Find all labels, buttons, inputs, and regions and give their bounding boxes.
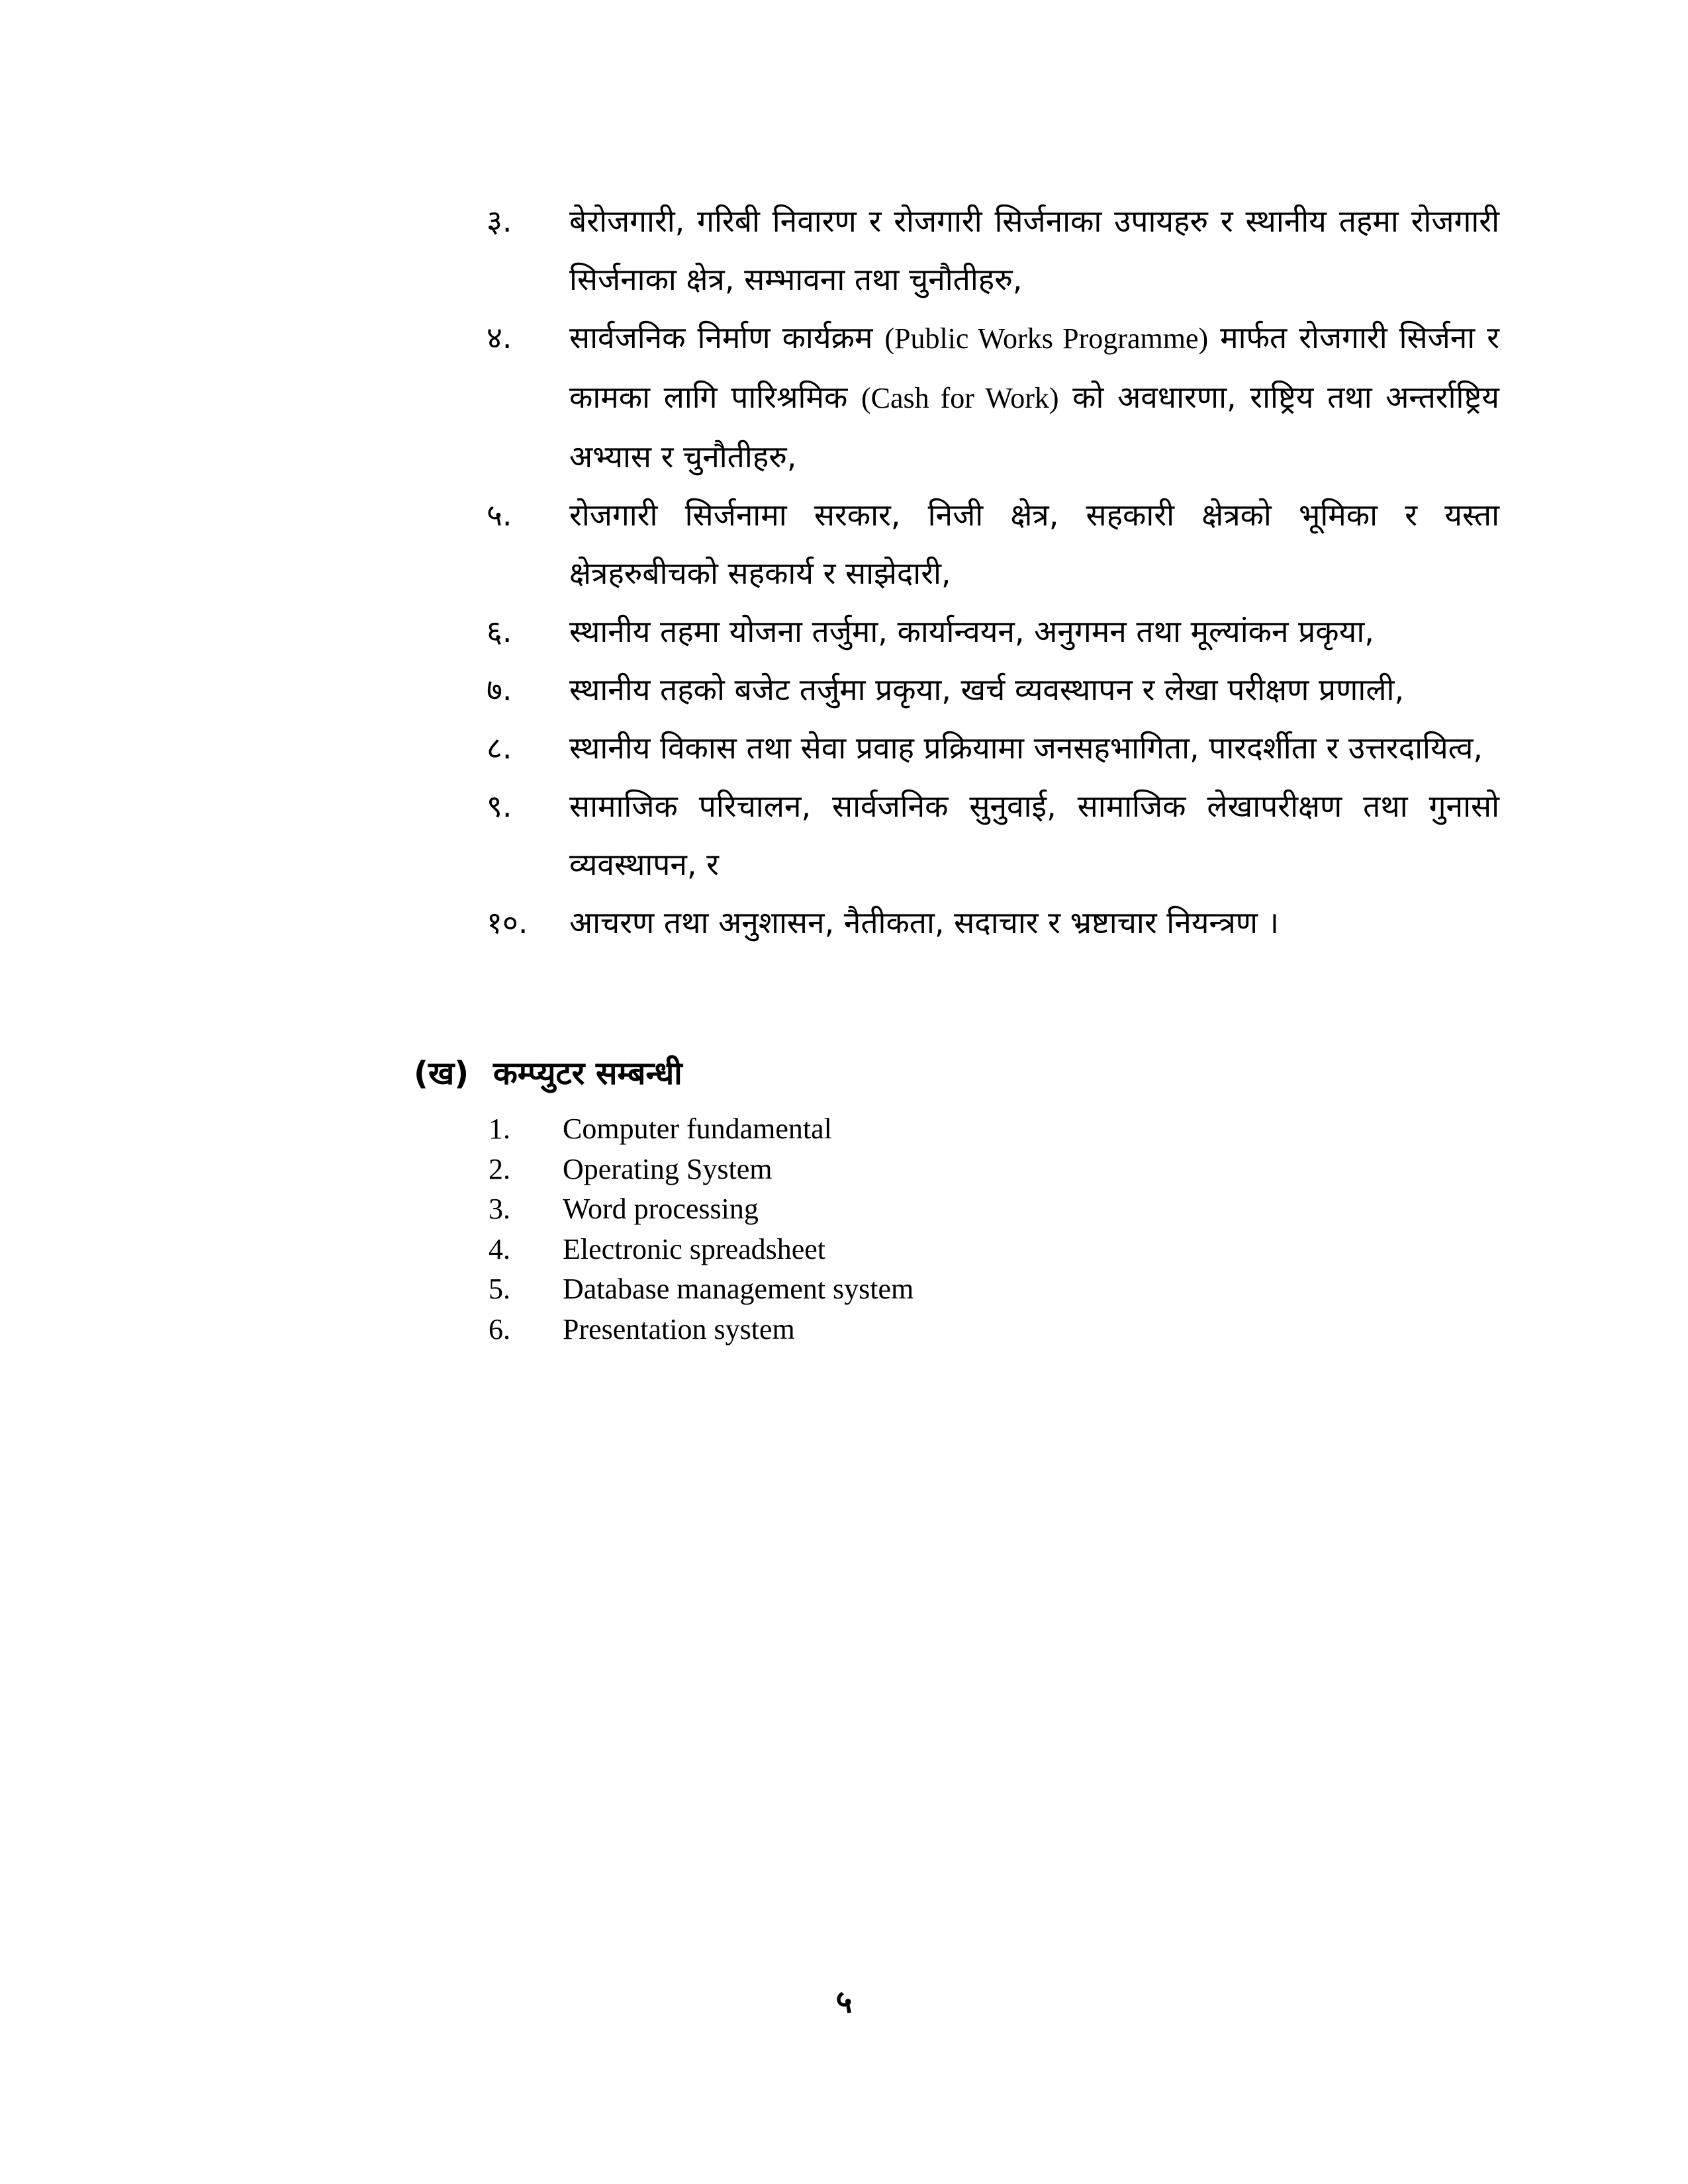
- page-number: ५: [835, 1983, 853, 2021]
- item-text-part: मार्फत रोजगारी सिर्जना र कामका लागि पारिश्रमिक: [569, 320, 1500, 415]
- list-item: [487, 192, 1499, 308]
- item-number: ९.: [487, 788, 512, 824]
- item-number: 6.: [489, 1312, 510, 1345]
- list-item: [489, 1310, 914, 1350]
- item-number: 4.: [489, 1232, 510, 1265]
- nepali-topic-list: [487, 192, 1499, 952]
- item-text: स्थानीय तहमा योजना तर्जुमा, कार्यान्वयन, अनुगमन तथा मूल्यांकन प्रकृया,: [569, 614, 1374, 649]
- list-item: [489, 1189, 914, 1230]
- item-number: 2.: [489, 1152, 510, 1185]
- list-item: [487, 602, 1499, 660]
- item-number: 3.: [489, 1193, 510, 1225]
- section-marker: (ख): [414, 1055, 469, 1092]
- item-text: Computer fundamental: [563, 1113, 832, 1145]
- list-item: [489, 1109, 914, 1150]
- list-item: [487, 486, 1499, 602]
- list-item: [487, 777, 1499, 893]
- list-item: [487, 893, 1499, 952]
- list-item: [487, 719, 1499, 777]
- item-text: Word processing: [563, 1193, 759, 1225]
- list-item: [487, 660, 1499, 719]
- item-text: Operating System: [563, 1152, 773, 1185]
- english-term: (Public Works Programme): [884, 322, 1209, 355]
- english-term: (Cash for Work): [861, 382, 1059, 414]
- item-number: ४.: [487, 320, 512, 355]
- item-text: स्थानीय विकास तथा सेवा प्रवाह प्रक्रियामा जनसहभागिता, पारदर्शीता र उत्तरदायित्व,: [569, 730, 1483, 766]
- item-number: ६.: [487, 614, 512, 649]
- computer-topic-list: [489, 1109, 914, 1349]
- list-item: [489, 1150, 914, 1190]
- item-text: स्थानीय तहको बजेट तर्जुमा प्रकृया, खर्च व्यवस्थापन र लेखा परीक्षण प्रणाली,: [569, 672, 1405, 707]
- item-number: ८.: [487, 730, 512, 766]
- item-text-part: सार्वजनिक निर्माण कार्यक्रम: [569, 320, 873, 355]
- list-item: [489, 1230, 914, 1270]
- item-text: रोजगारी सिर्जनामा सरकार, निजी क्षेत्र, सहकारी क्षेत्रको भूमिका र यस्ता क्षेत्रहरुबीचको सहकार्य र साझेदारी,: [569, 497, 1499, 591]
- item-number: ७.: [487, 672, 512, 707]
- item-number: ३.: [487, 203, 512, 239]
- item-text: Electronic spreadsheet: [563, 1232, 826, 1265]
- item-text: आचरण तथा अनुशासन, नैतीकता, सदाचार र भ्रष्टाचार नियन्त्रण ।: [569, 905, 1280, 940]
- item-text: Presentation system: [563, 1312, 795, 1345]
- item-text: सामाजिक परिचालन, सार्वजनिक सुनुवाई, सामाजिक लेखापरीक्षण तथा गुनासो व्यवस्थापन, र: [569, 788, 1499, 882]
- item-number: 1.: [489, 1113, 510, 1145]
- item-text: [569, 308, 1499, 486]
- item-text-part: को अवधारणा, राष्ट्रिय तथा अन्तर्राष्ट्रिय अभ्यास र चुनौतीहरु,: [569, 379, 1499, 475]
- section-heading: [414, 1044, 682, 1103]
- item-text: Database management system: [563, 1273, 914, 1305]
- item-number: १०.: [487, 905, 528, 940]
- item-number: ५.: [487, 497, 512, 533]
- list-item: [489, 1269, 914, 1310]
- section-title: कम्प्युटर सम्बन्धी: [493, 1055, 682, 1092]
- list-item: [487, 308, 1499, 486]
- item-number: 5.: [489, 1273, 510, 1305]
- item-text: बेरोजगारी, गरिबी निवारण र रोजगारी सिर्जनाका उपायहरु र स्थानीय तहमा रोजगारी सिर्जनाका क्षेत्र, सम्भावना तथा चुनौतीहरु,: [569, 203, 1499, 297]
